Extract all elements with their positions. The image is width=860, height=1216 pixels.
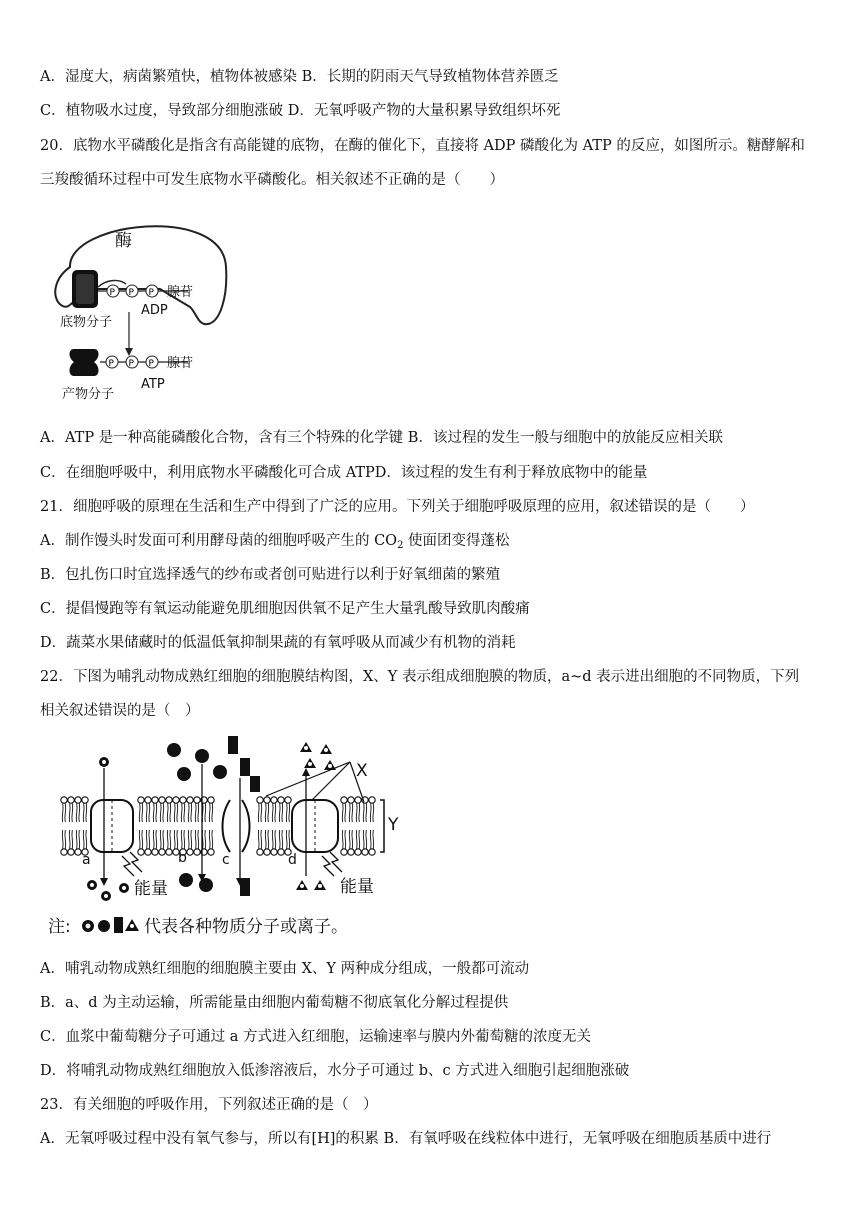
- q23-stem: 23．有关细胞的呼吸作用，下列叙述正确的是（ ）: [40, 1097, 378, 1113]
- label-a: a: [82, 852, 91, 868]
- q19-option-cd: C．植物吸水过度，导致部分细胞涨破 D．无氧呼吸产物的大量积累导致组织坏死: [40, 103, 561, 119]
- transport-c: [228, 736, 260, 896]
- q21-option-d: D．蔬菜水果储藏时的低温低氧抑制果蔬的有氧呼吸从而减少有机物的消耗: [40, 635, 516, 651]
- adp-label: ADP: [141, 303, 168, 318]
- q22-option-d: D．将哺乳动物成熟红细胞放入低渗溶液后，水分子可通过 b、c 方式进入细胞引起细胞涨破: [40, 1063, 630, 1079]
- q22-option-c: C．血浆中葡萄糖分子可通过 a 方式进入红细胞，运输速率与膜内外葡萄糖的浓度无关: [40, 1029, 591, 1045]
- product-molecule: [70, 349, 99, 376]
- note-symbols: [82, 917, 139, 933]
- q22-option-b: B．a、d 为主动运输，所需能量由细胞内葡萄糖不彻底氧化分解过程提供: [40, 995, 509, 1011]
- q23-option-ab: A．无氧呼吸过程中没有氧气参与，所以有[H]的积累 B．有氧呼吸在线粒体中进行，无氧呼吸在细胞质基质中进行: [40, 1131, 772, 1147]
- adenosine-label-bottom: 腺苷: [167, 356, 194, 371]
- q20-option-cd: C．在细胞呼吸中，利用底物水平磷酸化可合成 ATPD．该过程的发生有利于释放底物中的能量: [40, 465, 648, 481]
- enzyme-label: 酶: [115, 231, 132, 251]
- adenosine-label-top: 腺苷: [167, 285, 194, 300]
- cell-membrane-figure: [44, 730, 424, 942]
- label-d: d: [288, 852, 297, 868]
- svg-text:P: P: [128, 288, 134, 298]
- q21-stem: 21．细胞呼吸的原理在生活和生产中得到了广泛的应用。下列关于细胞呼吸原理的应用，叙述错误的是（ ）: [40, 499, 755, 515]
- q22-option-a: A．哺乳动物成熟红细胞的细胞膜主要由 X、Y 两种成分组成，一般都可流动: [40, 961, 530, 977]
- svg-text:P: P: [148, 359, 154, 369]
- q20-stem-1: 20．底物水平磷酸化是指含有高能键的底物，在酶的催化下，直接将 ADP 磷酸化为 ATP 的反应，如图所示。糖酵解和: [40, 138, 805, 154]
- q21-option-c: C．提倡慢跑等有氧运动能避免肌细胞因供氧不足产生大量乳酸导致肌肉酸痛: [40, 601, 530, 617]
- label-x: X: [356, 761, 368, 781]
- y-bracket: [380, 800, 384, 852]
- substrate-phosphorylation-figure: [48, 212, 248, 404]
- substrate-label: 底物分子: [60, 315, 113, 330]
- q22-stem-1: 22．下图为哺乳动物成熟红细胞的细胞膜结构图，X、Y 表示组成细胞膜的物质，a~d 表示进出细胞的不同物质，下列: [40, 669, 800, 685]
- product-label: 产物分子: [62, 387, 115, 402]
- svg-text:P: P: [128, 359, 134, 369]
- q21-option-b: B．包扎伤口时宜选择透气的纱布或者创可贴进行以利于好氧细菌的繁殖: [40, 567, 501, 583]
- label-y: Y: [388, 815, 399, 835]
- q22-stem-2: 相关叙述错误的是（ ）: [40, 703, 200, 719]
- transport-b: [167, 743, 227, 892]
- q20-option-ab: A．ATP 是一种高能磷酸化合物，含有三个特殊的化学键 B．该过程的发生一般与细胞中的放能反应相关联: [40, 430, 723, 446]
- q20-stem-2: 三羧酸循环过程中可发生底物水平磷酸化。相关叙述不正确的是（ ）: [40, 172, 504, 188]
- note-prefix: 注:: [48, 917, 71, 937]
- label-b: b: [178, 850, 187, 866]
- svg-text:P: P: [148, 288, 154, 298]
- svg-text:P: P: [109, 288, 115, 298]
- q21-option-a: A．制作馒头时发面可利用酵母菌的细胞呼吸产生的 $CO_2$ 使面团变得蓬松: [40, 533, 510, 551]
- channel-protein: [223, 800, 250, 852]
- svg-text:P: P: [108, 359, 114, 369]
- label-c: c: [222, 852, 230, 868]
- q19-option-ab: A．湿度大，病菌繁殖快，植物体被感染 B．长期的阴雨天气导致植物体营养匮乏: [40, 69, 559, 85]
- energy-label-left: 能量: [134, 879, 168, 899]
- atp-label: ATP: [141, 377, 165, 392]
- energy-label-right: 能量: [340, 877, 374, 897]
- note-text: 代表各种物质分子或离子。: [144, 917, 348, 937]
